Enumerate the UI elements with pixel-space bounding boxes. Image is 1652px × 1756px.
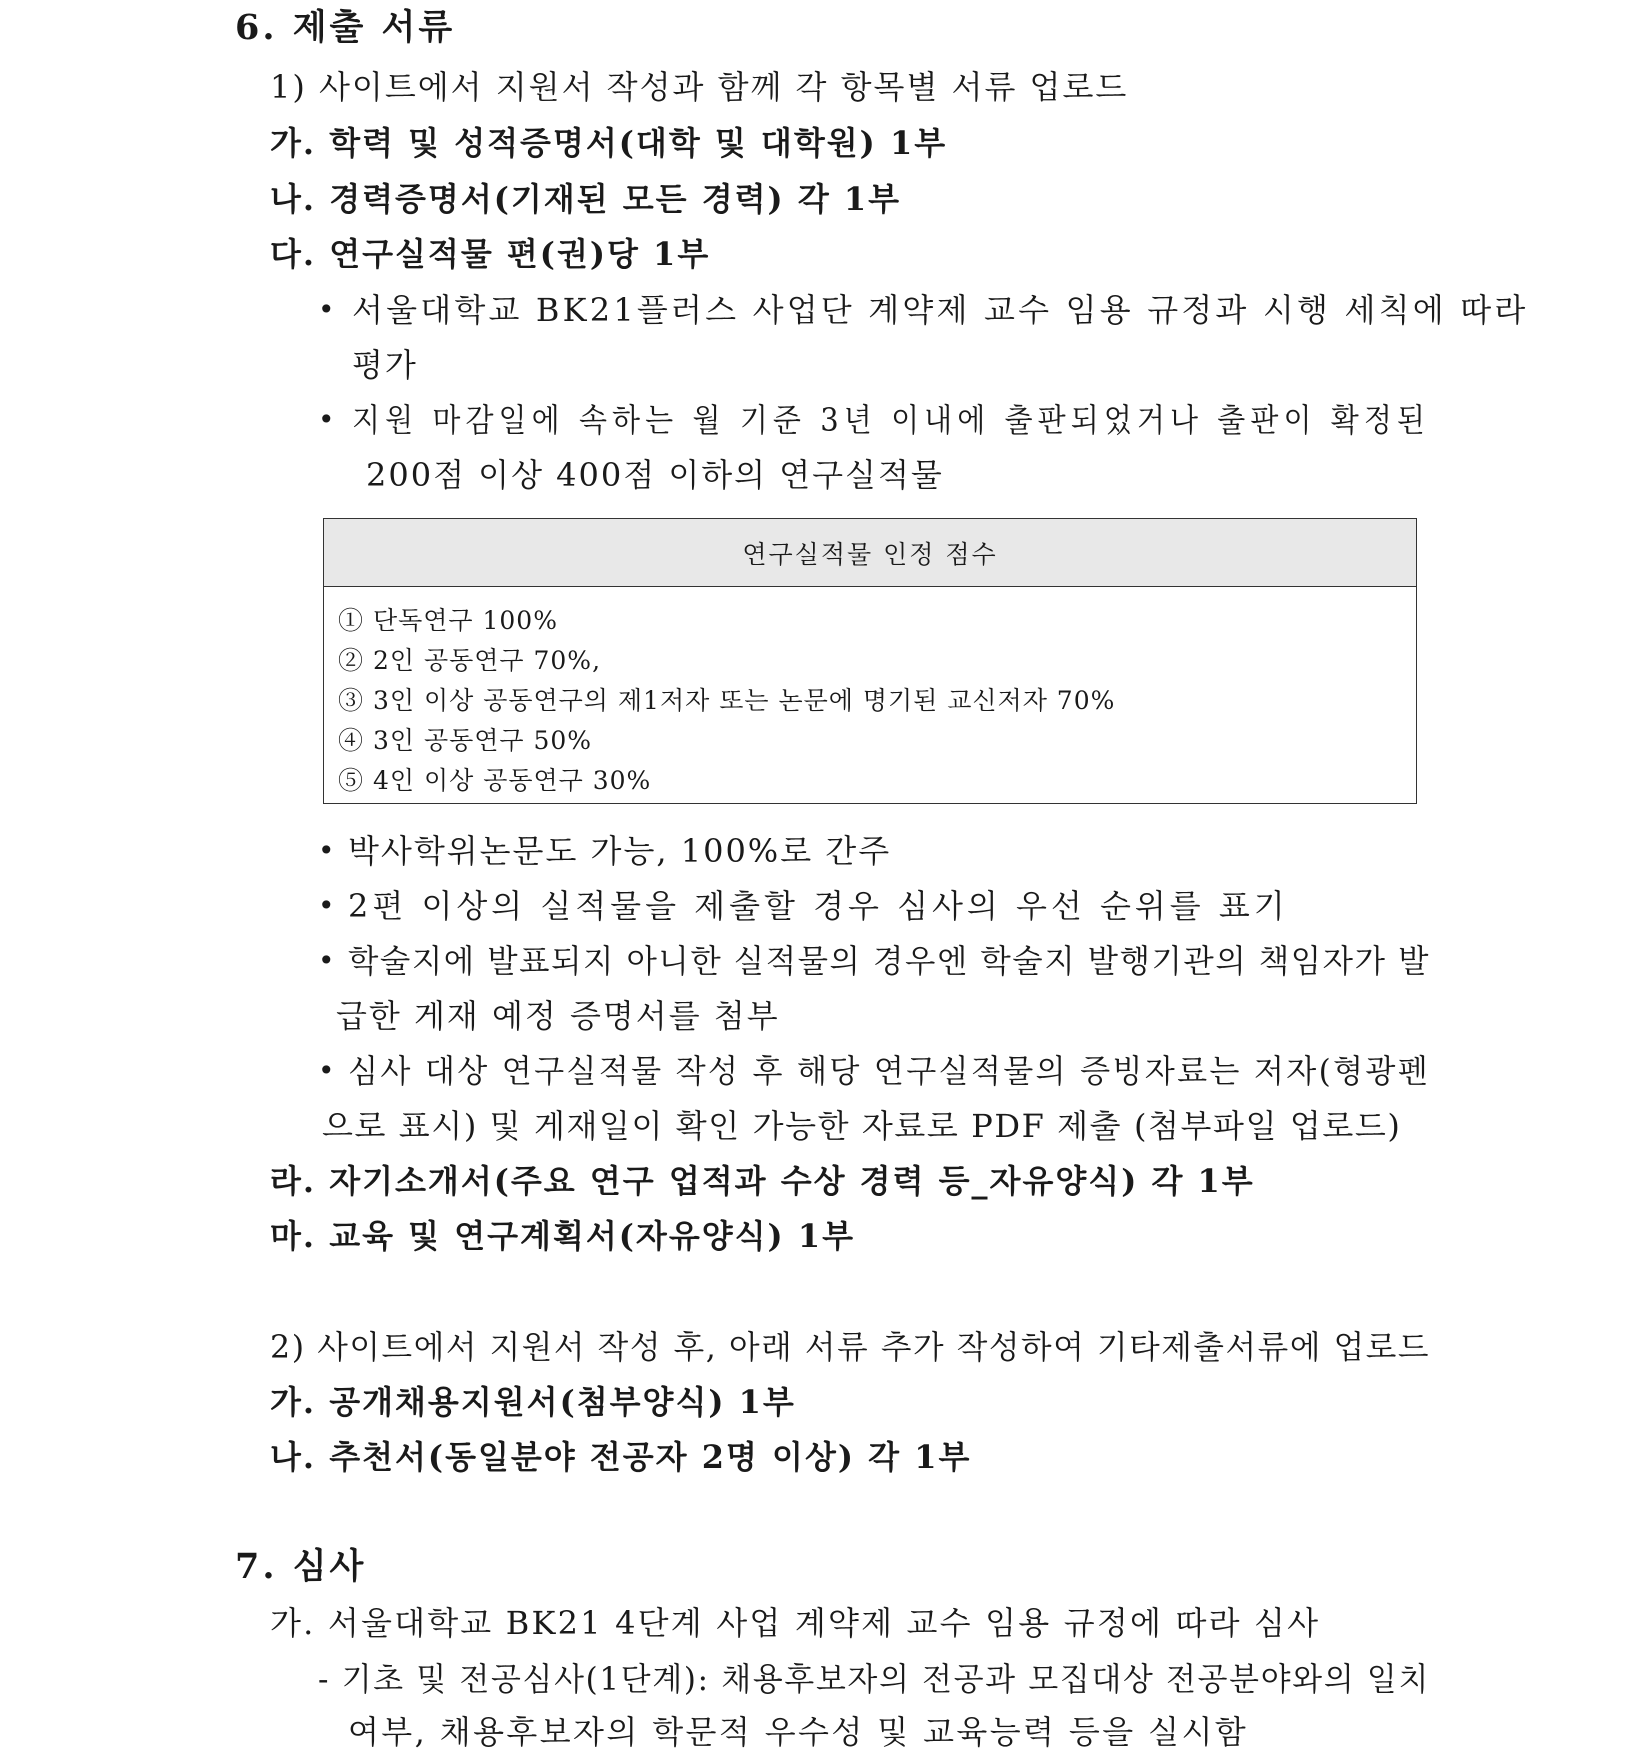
bullet-2-line-2: 200점 이상 400점 이하의 연구실적물 <box>366 456 944 494</box>
score-item: ② 2인 공동연구 70%, <box>338 646 602 675</box>
section-6-title: 6. 제출 서류 <box>235 7 456 48</box>
score-item: ⑤ 4인 이상 공동연구 30% <box>338 766 652 795</box>
section-7-title: 7. 심사 <box>235 1546 367 1587</box>
bullet-6-line-2: 으로 표시) 및 게재일이 확인 가능한 자료로 PDF 제출 (첨부파일 업로드) <box>322 1107 1402 1145</box>
bullet-2-line-1: 지원 마감일에 속하는 월 기준 3년 이내에 출판되었거나 출판이 확정된 <box>352 401 1431 439</box>
score-item: ① 단독연구 100% <box>338 606 558 635</box>
bullet-1-text: 서울대학교 BK21플러스 사업단 계약제 교수 임용 규정과 시행 세칙에 따라 <box>352 291 1529 329</box>
part-2-heading: 2) 사이트에서 지원서 작성 후, 아래 서류 추가 작성하여 기타제출서류에 업로드 <box>270 1328 1431 1366</box>
bullet-4-text: 2편 이상의 실적물을 제출할 경우 심사의 우선 순위를 표기 <box>348 887 1289 925</box>
bullet-6-line-1: 심사 대상 연구실적물 작성 후 해당 연구실적물의 증빙자료는 저자(형광펜 <box>348 1052 1431 1090</box>
bullet-5-line-1: 학술지에 발표되지 아니한 실적물의 경우엔 학술지 발행기관의 책임자가 발 <box>348 942 1431 980</box>
bullet-3-marker: • <box>318 834 335 867</box>
score-table <box>323 518 1417 804</box>
score-table-header <box>324 519 1416 587</box>
item-da-research: 다. 연구실적물 편(권)당 1부 <box>270 235 711 273</box>
bullet-1-line-1 <box>352 290 1529 330</box>
item-ra-self-intro: 라. 자기소개서(주요 연구 업적과 수상 경력 등_자유양식) 각 1부 <box>270 1162 1255 1200</box>
score-table-title: 연구실적물 인정 점수 <box>742 539 998 569</box>
bullet-2-marker: • <box>318 403 335 436</box>
bullet-6-marker: • <box>318 1054 335 1087</box>
s7-dash-1-line-1: - 기초 및 전공심사(1단계): 채용후보자의 전공과 모집대상 전공분야와의 일치 <box>318 1660 1431 1698</box>
item-ga-transcripts: 가. 학력 및 성적증명서(대학 및 대학원) 1부 <box>270 124 948 162</box>
bullet-4-marker: • <box>318 889 335 922</box>
s7-dash-1-line-2: 여부, 채용후보자의 학문적 우수성 및 교육능력 등을 실시함 <box>348 1713 1249 1751</box>
item-ma-plan: 마. 교육 및 연구계획서(자유양식) 1부 <box>270 1217 856 1255</box>
score-item: ③ 3인 이상 공동연구의 제1저자 또는 논문에 명기된 교신저자 70% <box>338 686 1116 715</box>
bullet-5-line-2: 급한 게재 예정 증명서를 첨부 <box>336 997 780 1035</box>
bullet-1-marker: • <box>318 293 335 326</box>
part-1-heading: 1) 사이트에서 지원서 작성과 함께 각 항목별 서류 업로드 <box>270 68 1129 106</box>
item-na-career: 나. 경력증명서(기재된 모든 경력) 각 1부 <box>270 180 902 218</box>
bullet-1-line-2: 평가 <box>352 346 418 384</box>
part-2-item-ga: 가. 공개채용지원서(첨부양식) 1부 <box>270 1383 796 1421</box>
s7-item-ga: 가. 서울대학교 BK21 4단계 사업 계약제 교수 임용 규정에 따라 심사 <box>270 1604 1321 1642</box>
part-2-item-na: 나. 추천서(동일분야 전공자 2명 이상) 각 1부 <box>270 1438 972 1476</box>
bullet-5-marker: • <box>318 944 335 977</box>
score-item: ④ 3인 공동연구 50% <box>338 726 593 755</box>
score-table-body <box>324 587 1416 801</box>
bullet-3-text: 박사학위논문도 가능, 100%로 간주 <box>348 832 892 870</box>
